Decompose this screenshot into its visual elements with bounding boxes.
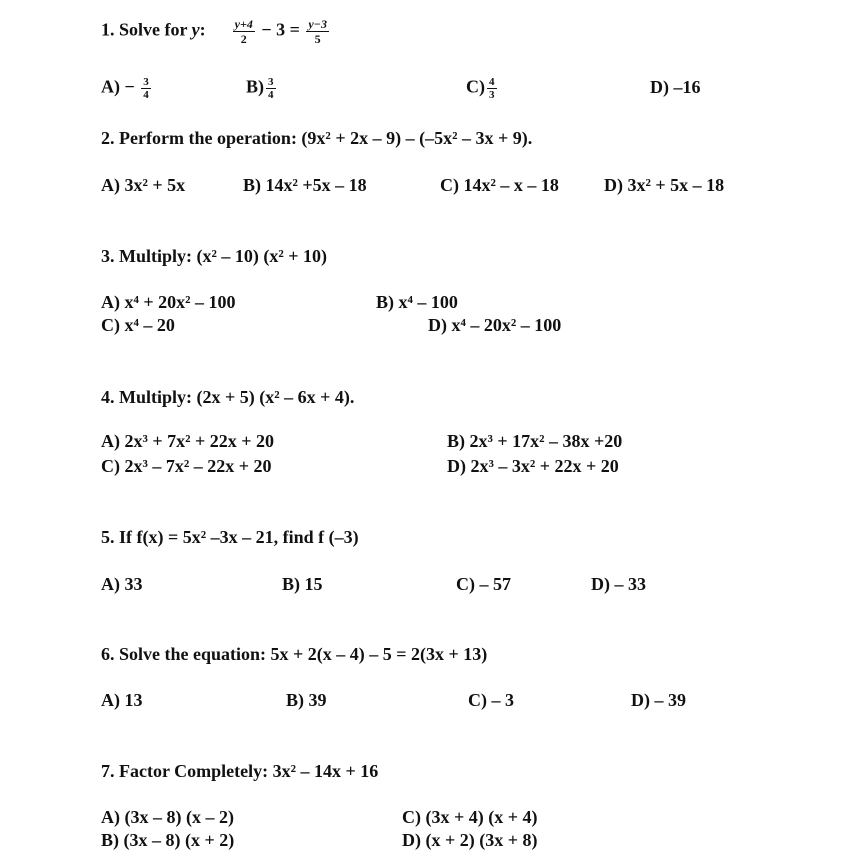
q4-answer-c[interactable]: C) 2x³ – 7x² – 22x + 20	[101, 456, 272, 476]
q6-answer-d[interactable]: D) – 39	[631, 690, 686, 710]
numerator: y+4	[234, 17, 253, 31]
q4-answer-b[interactable]: B) 2x³ + 17x² – 38x +20	[447, 431, 623, 451]
fraction	[141, 76, 151, 101]
equation-middle: − 3 =	[256, 19, 305, 40]
q6-answer-c[interactable]: C) – 3	[468, 690, 514, 710]
numerator: y−3	[308, 17, 327, 31]
q1-answer-c[interactable]	[466, 76, 499, 101]
q3-answer-d[interactable]: D) x⁴ – 20x² – 100	[428, 315, 562, 335]
denominator: 4	[143, 89, 149, 101]
question-4: 4. Multiply: (2x + 5) (x² – 6x + 4).	[101, 387, 355, 407]
q2-answer-c[interactable]: C) 14x² – x – 18	[440, 175, 559, 195]
answer-label: A) −	[101, 76, 135, 97]
q5-answer-b[interactable]: B) 15	[282, 574, 323, 594]
q3-answer-a[interactable]: A) x⁴ + 20x² – 100	[101, 292, 236, 312]
q7-answer-c[interactable]: C) (3x + 4) (x + 4)	[402, 807, 538, 827]
question-3: 3. Multiply: (x² – 10) (x² + 10)	[101, 246, 328, 266]
question-2: 2. Perform the operation: (9x² + 2x – 9) – (–5x² – 3x + 9).	[101, 128, 533, 148]
answer-label: B)	[246, 76, 264, 97]
numerator: 3	[143, 76, 149, 88]
question-1-colon: :	[199, 19, 206, 40]
question-5: 5. If f(x) = 5x² –3x – 21, find f (–3)	[101, 527, 359, 547]
question-7: 7. Factor Completely: 3x² – 14x + 16	[101, 761, 379, 781]
q1-answer-a[interactable]	[101, 76, 153, 101]
numerator: 3	[268, 76, 274, 88]
question-1-text: 1. Solve for	[101, 19, 188, 40]
answer-label: C)	[466, 76, 485, 97]
q7-answer-d[interactable]: D) (x + 2) (3x + 8)	[402, 830, 538, 850]
q2-answer-b[interactable]: B) 14x² +5x – 18	[243, 175, 367, 195]
denominator: 4	[268, 89, 274, 101]
q2-answer-d[interactable]: D) 3x² + 5x – 18	[604, 175, 725, 195]
fraction	[266, 76, 276, 101]
q7-answer-b[interactable]: B) (3x – 8) (x + 2)	[101, 830, 235, 850]
question-1-variable: y	[191, 19, 200, 40]
q2-answer-a[interactable]: A) 3x² + 5x	[101, 175, 186, 195]
q6-answer-b[interactable]: B) 39	[286, 690, 327, 710]
q5-answer-c[interactable]: C) – 57	[456, 574, 511, 594]
q4-answer-a[interactable]: A) 2x³ + 7x² + 22x + 20	[101, 431, 275, 451]
numerator: 4	[489, 76, 495, 88]
denominator: 2	[240, 32, 247, 46]
q5-answer-a[interactable]: A) 33	[101, 574, 143, 594]
q7-answer-a[interactable]: A) (3x – 8) (x – 2)	[101, 807, 234, 827]
q5-answer-d[interactable]: D) – 33	[591, 574, 646, 594]
denominator: 3	[489, 89, 495, 101]
fraction-right	[306, 17, 329, 46]
question-6: 6. Solve the equation: 5x + 2(x – 4) – 5 = 2(3x + 13)	[101, 644, 488, 664]
denominator: 5	[314, 32, 321, 46]
question-1	[101, 17, 331, 46]
q3-answer-b[interactable]: B) x⁴ – 100	[376, 292, 458, 312]
q1-answer-b[interactable]	[246, 76, 278, 101]
q1-answer-d[interactable]: D) –16	[650, 77, 701, 97]
fraction-left	[233, 17, 255, 46]
q4-answer-d[interactable]: D) 2x³ – 3x² + 22x + 20	[447, 456, 619, 476]
q6-answer-a[interactable]: A) 13	[101, 690, 143, 710]
fraction	[487, 76, 497, 101]
q3-answer-c[interactable]: C) x⁴ – 20	[101, 315, 175, 335]
